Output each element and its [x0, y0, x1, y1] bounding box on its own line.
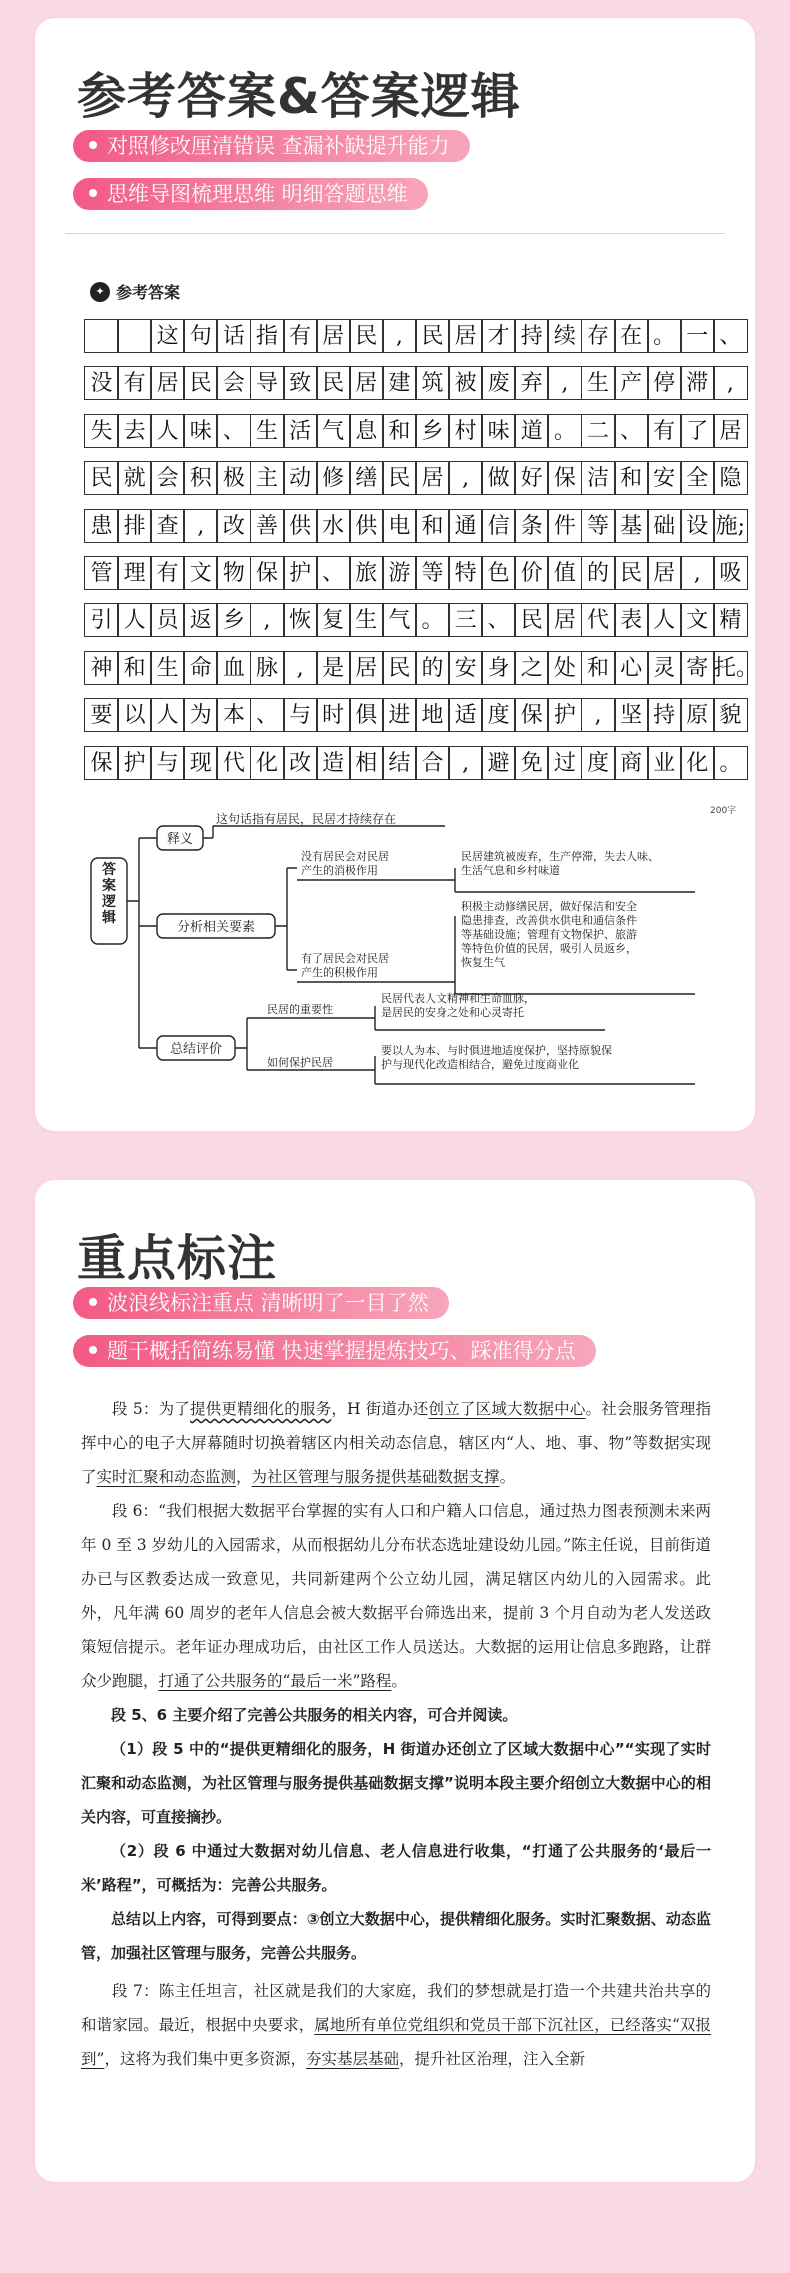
grid-cell: 供 [283, 509, 318, 543]
grid-cell: 。 [547, 414, 582, 448]
grid-cell: , [448, 461, 483, 495]
grid-cell: , [713, 366, 748, 400]
grid-cell: 的 [415, 651, 450, 685]
grid-cell: 进 [382, 698, 417, 732]
grid-cell: 以 [117, 698, 152, 732]
feature-pill [73, 178, 428, 210]
grid-cell: 会 [216, 366, 251, 400]
grid-cell: 要 [84, 698, 119, 732]
grid-cell: 去 [117, 414, 152, 448]
grid-cell: 造 [316, 746, 351, 780]
grid-cell: 三 [448, 603, 483, 637]
grid-cell: 缮 [349, 461, 384, 495]
grid-cell: 乡 [415, 414, 450, 448]
grid-cell: 与 [150, 746, 185, 780]
grid-cell: 生 [250, 414, 285, 448]
paragraph-7: 段 7：陈主任坦言，社区就是我们的大家庭，我们的梦想就是打造一个共建共治共享的和谐家园。最近，根据中央要求，属地所有单位党组织和党员干部下沉社区，已经落实“双报到”，这将为我们集中更多资源，夯实基层基础，提升社区治理，注入全新 [81, 1982, 711, 2068]
grid-cell: 理 [117, 556, 152, 590]
grid-cell: 气 [316, 414, 351, 448]
feature-pill-text: 思维导图梳理思维 明细答题思维 [107, 182, 408, 206]
grid-cell: 条 [514, 509, 549, 543]
grid-cell: 会 [150, 461, 185, 495]
answer-grid [84, 319, 758, 793]
grid-cell: 、 [216, 414, 251, 448]
grid-cell: 有 [150, 556, 185, 590]
grid-cell: 、 [481, 603, 516, 637]
mindmap-subnode-label: 民居的重要性 [267, 1003, 333, 1016]
grid-cell: 与 [283, 698, 318, 732]
grid-cell: 持 [514, 319, 549, 353]
underline-highlight: 实时汇聚和动态监测 [96, 1468, 237, 1486]
answer-heading [90, 280, 180, 303]
grid-cell: 生 [581, 366, 616, 400]
analysis-intro: 段 5、6 主要介绍了完善公共服务的相关内容，可合并阅读。 [111, 1706, 518, 1724]
word-count: 200字 [710, 806, 737, 816]
feature-pill [73, 130, 470, 162]
grid-cell: 保 [250, 556, 285, 590]
grid-cell: 色 [481, 556, 516, 590]
analysis-point: （2）段 6 中通过大数据对幼儿信息、老人信息进行收集，“打通了公共服务的‘最后一米’路程”，可概括为：完善公共服务。 [81, 1842, 711, 1894]
grid-cell: 业 [647, 746, 682, 780]
grid-cell: 居 [415, 461, 450, 495]
grid-cell: , [547, 366, 582, 400]
grid-cell: 地 [415, 698, 450, 732]
grid-cell: 复 [316, 603, 351, 637]
paragraph-6: 段 6：“我们根据大数据平台掌握的实有人口和户籍人口信息，通过热力图表预测未来两年 0 至 3 岁幼儿的入园需求，从而根据幼儿分布状态选址建设幼儿园。”陈主任说，目前街道办已与区教委达成一致意见，共同新建两个公立幼儿园，满足辖区内幼儿的入园需求。此外，凡年满 60 周岁的老年人信息会被大数据平台筛选出来，提前 3 个月自动为老人发送政策短信提示。老年证办理成功后，由社区工作人员送达。大数据的运用让信息多跑路，让群众少跑腿，打通了公共服务的“最后一米”路程。 [81, 1502, 711, 1690]
grid-cell: 滞 [680, 366, 715, 400]
grid-cell: 隐 [713, 461, 748, 495]
grid-cell: 度 [481, 698, 516, 732]
grid-cell: 居 [150, 366, 185, 400]
grid-cell: 存 [581, 319, 616, 353]
grid-cell: 话 [216, 319, 251, 353]
grid-cell: , [680, 556, 715, 590]
grid-cell: 患 [84, 509, 119, 543]
mindmap-leaf-text: 积极主动修缮民居，做好保洁和安全隐患排查，改善供水供电和通信条件等基础设施；管理有文物保护、旅游等特色价值的民居，吸引人员返乡，恢复生气 [461, 900, 637, 969]
grid-cell: 原 [680, 698, 715, 732]
grid-cell: 居 [547, 603, 582, 637]
grid-cell: 村 [448, 414, 483, 448]
grid-cell: 停 [647, 366, 682, 400]
mindmap-node-label: 释义 [166, 832, 194, 847]
grid-cell [117, 319, 152, 353]
grid-cell: 旅 [349, 556, 384, 590]
grid-cell: 供 [349, 509, 384, 543]
grid-cell: 信 [481, 509, 516, 543]
grid-cell: 持 [647, 698, 682, 732]
grid-cell: 查 [150, 509, 185, 543]
mindmap-branch-line [127, 838, 139, 1048]
grid-cell: 安 [448, 651, 483, 685]
grid-cell: 就 [117, 461, 152, 495]
mindmap-node-label: 分析相关要素 [176, 920, 256, 935]
grid-cell: 民 [614, 556, 649, 590]
grid-cell [84, 319, 119, 353]
mindmap-leaf-text: 民居建筑被废弃，生产停滞，失去人味、生活气息和乡村味道 [461, 850, 659, 877]
grid-cell: 等 [581, 509, 616, 543]
logic-mindmap [35, 798, 755, 1098]
grid-cell: 修 [316, 461, 351, 495]
grid-cell: , [581, 698, 616, 732]
highlight-card [35, 1180, 755, 2182]
grid-cell: 坚 [614, 698, 649, 732]
grid-cell: 价 [514, 556, 549, 590]
grid-cell: 才 [481, 319, 516, 353]
mindmap-leaf-text: 民居代表人文精神和生命血脉，是居民的安身之处和心灵寄托 [381, 992, 535, 1019]
grid-cell: 通 [448, 509, 483, 543]
grid-cell: 生 [349, 603, 384, 637]
grid-cell: 值 [547, 556, 582, 590]
grid-cell: 代 [581, 603, 616, 637]
grid-cell: 民 [382, 461, 417, 495]
grid-cell: 化 [680, 746, 715, 780]
bullet-icon [89, 1346, 97, 1354]
grid-cell: , [382, 319, 417, 353]
grid-cell: 。 [415, 603, 450, 637]
grid-cell: 、 [316, 556, 351, 590]
grid-cell: , [448, 746, 483, 780]
grid-cell: 是 [316, 651, 351, 685]
grid-cell: 积 [183, 461, 218, 495]
grid-cell: 民 [316, 366, 351, 400]
grid-cell: 件 [547, 509, 582, 543]
grid-cell: 结 [382, 746, 417, 780]
grid-cell: 居 [349, 651, 384, 685]
answer-heading-text: 参考答案 [116, 283, 181, 302]
grid-cell: , [183, 509, 218, 543]
bullet-icon [89, 189, 97, 197]
grid-cell: 表 [614, 603, 649, 637]
feature-pill-text: 对照修改厘清错误 查漏补缺提升能力 [107, 134, 450, 158]
grid-cell: 指 [250, 319, 285, 353]
grid-cell: 弃 [514, 366, 549, 400]
grid-cell: 人 [117, 603, 152, 637]
grid-cell: 气 [382, 603, 417, 637]
feature-pill-text: 题干概括简练易懂 快速掌握提炼技巧、踩准得分点 [107, 1339, 576, 1363]
grid-cell: 导 [250, 366, 285, 400]
grid-cell: 返 [183, 603, 218, 637]
grid-cell: 的 [581, 556, 616, 590]
grid-cell: 商 [614, 746, 649, 780]
grid-cell: 有 [647, 414, 682, 448]
grid-cell: 适 [448, 698, 483, 732]
grid-cell: 精 [713, 603, 748, 637]
answer-card [35, 18, 758, 1131]
grid-cell: 时 [316, 698, 351, 732]
lightbulb-icon: ✦ [90, 282, 110, 302]
grid-cell: 心 [614, 651, 649, 685]
grid-cell: 安 [647, 461, 682, 495]
grid-cell: 护 [117, 746, 152, 780]
grid-cell: 物 [216, 556, 251, 590]
grid-cell: 特 [448, 556, 483, 590]
grid-cell: 脉 [250, 651, 285, 685]
grid-cell: 寄 [680, 651, 715, 685]
grid-cell: 合 [415, 746, 450, 780]
grid-cell: 命 [183, 651, 218, 685]
mindmap-subnode-label: 没有居民会对民居产生的消极作用 [301, 850, 389, 877]
grid-cell: 二 [581, 414, 616, 448]
grid-cell: 础 [647, 509, 682, 543]
bullet-icon [89, 141, 97, 149]
bullet-icon [89, 1298, 97, 1306]
grid-cell: 居 [316, 319, 351, 353]
grid-cell: 居 [647, 556, 682, 590]
analysis-point: （1）段 5 中的“提供更精细化的服务，H 街道办还创立了区域大数据中心”“实现了实时汇聚和动态监测，为社区管理与服务提供基础数据支撑”说明本段主要介绍创立大数据中心的相关内容，可直接摘抄。 [81, 1740, 711, 1826]
grid-cell: 俱 [349, 698, 384, 732]
grid-cell: 一 [680, 319, 715, 353]
grid-cell: 活 [283, 414, 318, 448]
paragraph-5: 段 5：为了提供更精细化的服务，H 街道办还创立了区域大数据中心。社会服务管理指挥中心的电子大屏幕随时切换着辖区内相关动态信息，辖区内“人、地、事、物”等数据实现了实时汇聚和动态监测，为社区管理与服务提供基础数据支撑。 [81, 1400, 711, 1486]
grid-cell: 和 [415, 509, 450, 543]
grid-cell: 人 [150, 414, 185, 448]
grid-cell: 句 [183, 319, 218, 353]
grid-cell: 民 [514, 603, 549, 637]
mindmap-node-label: 总结评价 [169, 1042, 223, 1057]
grid-cell: 息 [349, 414, 384, 448]
grid-cell: 员 [150, 603, 185, 637]
grid-cell: 现 [183, 746, 218, 780]
grid-cell: 做 [481, 461, 516, 495]
grid-cell: 改 [216, 509, 251, 543]
grid-cell: 代 [216, 746, 251, 780]
grid-cell: 貌 [713, 698, 748, 732]
grid-cell: 相 [349, 746, 384, 780]
grid-cell: 民 [382, 651, 417, 685]
grid-cell: 和 [581, 651, 616, 685]
grid-cell: 有 [283, 319, 318, 353]
grid-cell: 民 [415, 319, 450, 353]
grid-cell: 施; [713, 509, 748, 543]
grid-cell: 免 [514, 746, 549, 780]
grid-cell: 引 [84, 603, 119, 637]
grid-cell: 致 [283, 366, 318, 400]
passage-text [81, 1392, 711, 2076]
grid-cell: 洁 [581, 461, 616, 495]
grid-cell: 这 [150, 319, 185, 353]
grid-cell: 保 [547, 461, 582, 495]
section-title: 参考答案&答案逻辑 [77, 68, 521, 125]
grid-cell: 、 [250, 698, 285, 732]
grid-cell: 好 [514, 461, 549, 495]
grid-cell: 续 [547, 319, 582, 353]
feature-pill [73, 1287, 449, 1319]
grid-cell: 排 [117, 509, 152, 543]
underline-highlight: 夯实基层基础 [305, 2050, 399, 2068]
grid-cell: 产 [614, 366, 649, 400]
grid-cell: 乡 [216, 603, 251, 637]
grid-cell: 人 [150, 698, 185, 732]
grid-cell: 管 [84, 556, 119, 590]
grid-cell: 道 [514, 414, 549, 448]
grid-cell: , [250, 603, 285, 637]
grid-cell: 主 [250, 461, 285, 495]
grid-cell: 水 [316, 509, 351, 543]
mindmap-subnode-label: 如何保护民居 [267, 1056, 333, 1069]
grid-cell: 和 [382, 414, 417, 448]
grid-cell: 失 [84, 414, 119, 448]
grid-cell: 筑 [415, 366, 450, 400]
grid-cell: 人 [647, 603, 682, 637]
grid-cell: 。 [647, 319, 682, 353]
grid-cell: 电 [382, 509, 417, 543]
grid-cell: 神 [84, 651, 119, 685]
grid-cell: 保 [84, 746, 119, 780]
grid-cell: 设 [680, 509, 715, 543]
analysis-summary: 总结以上内容，可得到要点：③创立大数据中心，提供精细化服务。实时汇聚数据、动态监管，加强社区管理与服务，完善公共服务。 [81, 1910, 711, 1962]
grid-cell: 游 [382, 556, 417, 590]
grid-cell: 吸 [713, 556, 748, 590]
grid-cell: 和 [614, 461, 649, 495]
underline-highlight: 属地所有单位党组织和党员干部下沉社区，已经落实“双报到” [81, 2016, 711, 2068]
grid-cell: 民 [183, 366, 218, 400]
grid-cell: 之 [514, 651, 549, 685]
grid-cell: 为 [183, 698, 218, 732]
grid-cell: 护 [547, 698, 582, 732]
grid-cell: 文 [183, 556, 218, 590]
grid-cell: 恢 [283, 603, 318, 637]
grid-cell: , [283, 651, 318, 685]
grid-cell: 善 [250, 509, 285, 543]
grid-cell: 托。 [713, 651, 748, 685]
grid-cell: 了 [680, 414, 715, 448]
feature-pill [73, 1335, 596, 1367]
grid-cell: 避 [481, 746, 516, 780]
grid-cell: 保 [514, 698, 549, 732]
grid-cell: 在 [614, 319, 649, 353]
grid-cell: 身 [481, 651, 516, 685]
grid-cell: 改 [283, 746, 318, 780]
underline-highlight: 打通了公共服务的“最后一米”路程 [158, 1672, 392, 1690]
grid-cell: 民 [349, 319, 384, 353]
grid-cell: 处 [547, 651, 582, 685]
grid-cell: 等 [415, 556, 450, 590]
grid-cell: 味 [481, 414, 516, 448]
grid-cell: 废 [481, 366, 516, 400]
grid-cell: 味 [183, 414, 218, 448]
grid-cell: 、 [614, 414, 649, 448]
grid-cell: 和 [117, 651, 152, 685]
grid-cell: 居 [713, 414, 748, 448]
grid-cell: 生 [150, 651, 185, 685]
grid-cell: 护 [283, 556, 318, 590]
grid-cell: 本 [216, 698, 251, 732]
grid-cell: 民 [84, 461, 119, 495]
grid-cell: 全 [680, 461, 715, 495]
wavy-highlight: 提供更精细化的服务 [190, 1400, 332, 1418]
mindmap-subnode-label: 有了居民会对民居产生的积极作用 [301, 952, 389, 979]
grid-cell: 、 [713, 319, 748, 353]
grid-cell: 建 [382, 366, 417, 400]
underline-highlight: 为社区管理与服务提供基础数据支撑 [251, 1468, 500, 1486]
grid-cell: 被 [448, 366, 483, 400]
grid-cell: 居 [349, 366, 384, 400]
grid-cell: 极 [216, 461, 251, 495]
grid-cell: 动 [283, 461, 318, 495]
section-title: 重点标注 [77, 1230, 278, 1287]
underline-highlight: 创立了区域大数据中心 [428, 1400, 586, 1418]
grid-cell: 没 [84, 366, 119, 400]
grid-cell: 居 [448, 319, 483, 353]
grid-cell: 血 [216, 651, 251, 685]
grid-cell: 文 [680, 603, 715, 637]
grid-cell: 化 [250, 746, 285, 780]
grid-cell: 过 [547, 746, 582, 780]
grid-cell: 度 [581, 746, 616, 780]
grid-cell: 。 [713, 746, 748, 780]
grid-cell: 基 [614, 509, 649, 543]
mindmap-leaf-text: 要以人为本、与时俱进地适度保护，坚持原貌保护与现代化改造相结合，避免过度商业化 [381, 1044, 612, 1071]
mindmap-leaf-text: 这句话指有居民，民居才持续存在 [216, 812, 397, 826]
feature-pill-text: 波浪线标注重点 清晰明了一目了然 [107, 1291, 429, 1315]
divider [65, 233, 725, 234]
grid-cell: 灵 [647, 651, 682, 685]
grid-cell: 有 [117, 366, 152, 400]
mindmap-root-char: 答案逻辑 [102, 862, 116, 926]
